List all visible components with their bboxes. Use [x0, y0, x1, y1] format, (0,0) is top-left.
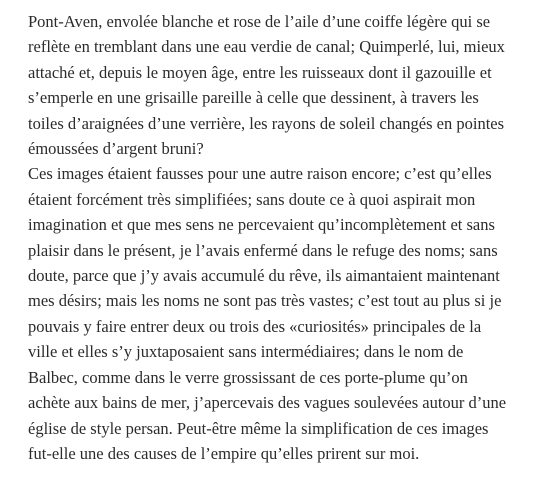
text-line: église de style persan. Peut-être même la simplification de ces images	[28, 418, 489, 438]
text-line: Pont-Aven, envolée blanche et rose de l’aile d’une coiffe légère qui se	[28, 12, 491, 31]
text-line: Ces images étaient fausses pour une autre raison encore; c’est qu’elles	[28, 164, 492, 184]
text-line: reflète en tremblant dans une eau verdie de canal; Quimperlé, lui, mieux	[28, 37, 505, 57]
text-line: ville et elles s’y juxtaposaient sans intermédiaires; dans le nom de	[28, 342, 464, 362]
text-line: toiles d’araignées d’une verrière, les rayons de soleil changés en pointes	[28, 113, 505, 133]
text-line: Balbec, comme dans le verre grossissant de ces porte-plume qu’on	[28, 367, 468, 387]
text-line: pouvais y faire entrer deux ou trois des «curiosités» principales de la	[28, 316, 482, 336]
paragraph-ces-images	[28, 161, 528, 466]
text-line: doute, parce que j’y avais accumulé du rêve, ils aimantaient maintenant	[28, 266, 500, 286]
text-line: achète aux bains de mer, j’apercevais des vagues soulevées autour d’une	[28, 393, 507, 413]
text-line: fut-elle une des causes de l’empire qu’elles prirent sur moi.	[28, 443, 420, 463]
text-line: plaisir dans le présent, je l’avais enfermé dans le refuge des noms; sans	[28, 240, 498, 260]
text-line: mes désirs; mais les noms ne sont pas très vastes; c’est tout au plus si je	[28, 291, 502, 311]
text-line: étaient forcément très simplifiées; sans doute ce à quoi aspirait mon	[28, 189, 476, 209]
text-line: attaché et, depuis le moyen âge, entre les ruisseaux dont il gazouille et	[28, 62, 492, 82]
text-line: s’emperle en une grisaille pareille à celle que dessinent, à travers les	[28, 88, 479, 108]
document-page	[28, 9, 528, 466]
text-line: imagination et que mes sens ne percevaient qu’incomplètement et sans	[28, 215, 495, 235]
paragraph-pont-aven	[28, 9, 528, 161]
text-line: émoussées d’argent bruni?	[28, 139, 204, 159]
